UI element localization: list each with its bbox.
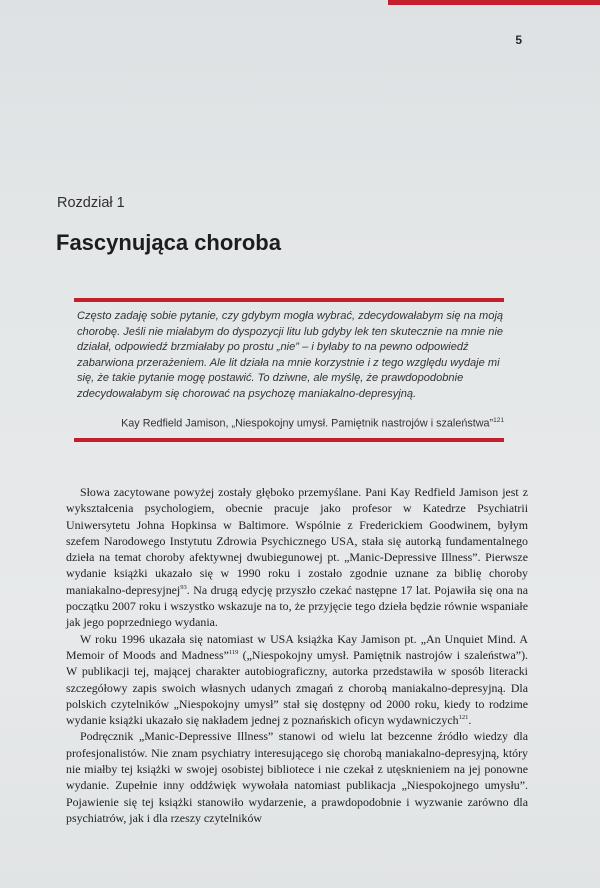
chapter-label: Rozdział 1 [57,195,125,211]
paragraph-text: Podręcznik „Manic-Depressive Illness” stanowi od wielu lat bezcenne źródło wiedzy dla profesjonalistów. Nie znam psychiatry interesującego się chorobą maniakalno-depresyjną, który nie miałby tej książki w swojej osobistej bibliotece i nie czekał z utęsknieniem na jej ponowne wydanie. Zupełnie inny oddźwięk wywołała natomiast publikacja „Niespokojnego umysłu”. Pojawienie się tej książki stanowiło wydarzenie, a prawdopodobnie i wyzwanie zarówno dla psychiatrów, jak i dla rzeszy czytelników [66,729,528,825]
epigraph-top-rule [74,298,504,302]
body-text [66,484,528,826]
footnote-ref: 119 [228,649,239,656]
page-number: 5 [515,33,522,47]
paragraph-text: W roku 1996 ukazała się natomiast w USA książka Kay Jamison pt. „An Unquiet Mind. A Memoir of Moods and Madness” [66,631,528,662]
paragraph-text: . Na drugą edycję przyszło czekać następne 17 lat. Pojawiła się ona na początku 2007 roku i wszystko wskazuje na to, że przyjęcie tego dzieła będzie równie wspaniałe jak jego poprzedniego wydania. [66,582,528,630]
epigraph-bottom-rule [74,438,504,442]
footnote-ref: 121 [493,417,504,424]
epigraph-source-text: Kay Redfield Jamison, „Niespokojny umysł. Pamiętnik nastrojów i szaleństwa” [121,417,494,430]
epigraph-source [121,417,504,430]
paragraph-1 [66,484,528,631]
paragraph-text: Słowa zacytowane powyżej zostały głęboko przemyślane. Pani Kay Redfield Jamison jest z wykształcenia psychologiem, obecnie pracuje jako profesor w Katedrze Psychiatrii Uniwersytetu Johna Hopkinsa w Baltimore. Wspólnie z Frederickiem Goodwinem, byłym szefem Narodowego Instytutu Zdrowia Psychicznego USA, stała się autorką fundamentalnego dzieła na temat choroby afektywnej dwubiegunowej pt. „Manic-Depressive Illness”. Pierwsze wydanie książki ukazało się w 1990 roku i zostało zgodnie uznane za biblię choroby maniakalno-depresyjnej [66,485,528,597]
paragraph-2 [66,631,528,729]
epigraph-quote: Często zadaję sobie pytanie, czy gdybym mogła wybrać, zdecydowałabym się na moją chorobę. Jeśli nie miałabym do dyspozycji litu lub gdyby lek ten skutecznie na mnie nie działał, odpowiedź brzmiałaby po prostu „nie” – i byłaby to na pewno odpowiedź zabarwiona przerażeniem. Ale lit działa na mnie korzystnie i z tego względu wydaje mi się, że takie pytanie mogę postawić. To dziwne, ale myślę, że prawdopodobnie zdecydowałabym się chorować na psychozę maniakalno-depresyjną. [77,310,504,400]
paragraph-text: . [468,713,472,728]
top-red-tab [388,0,600,5]
footnote-ref: 93 [180,583,187,591]
paragraph-text: („Niespokojny umysł. Pamiętnik nastrojów i szaleństwa”). W publikacji tej, mającej charakter autobiograficzny, autorka przedstawiła w sposób literacki szczegółowy zapis swoich własnych udanych zmagań z chorobą maniakalno-depresyjną. Dla polskich czytelników „Niespokojny umysł” stał się dostępny od 2000 roku, kiedy to rodzime wydanie książki ukazało się nakładem jednej z poznańskich oficyn wydawniczych [66,647,528,728]
footnote-ref: 121 [458,714,469,722]
paragraph-3 [66,728,528,826]
chapter-title: Fascynująca choroba [56,230,281,255]
